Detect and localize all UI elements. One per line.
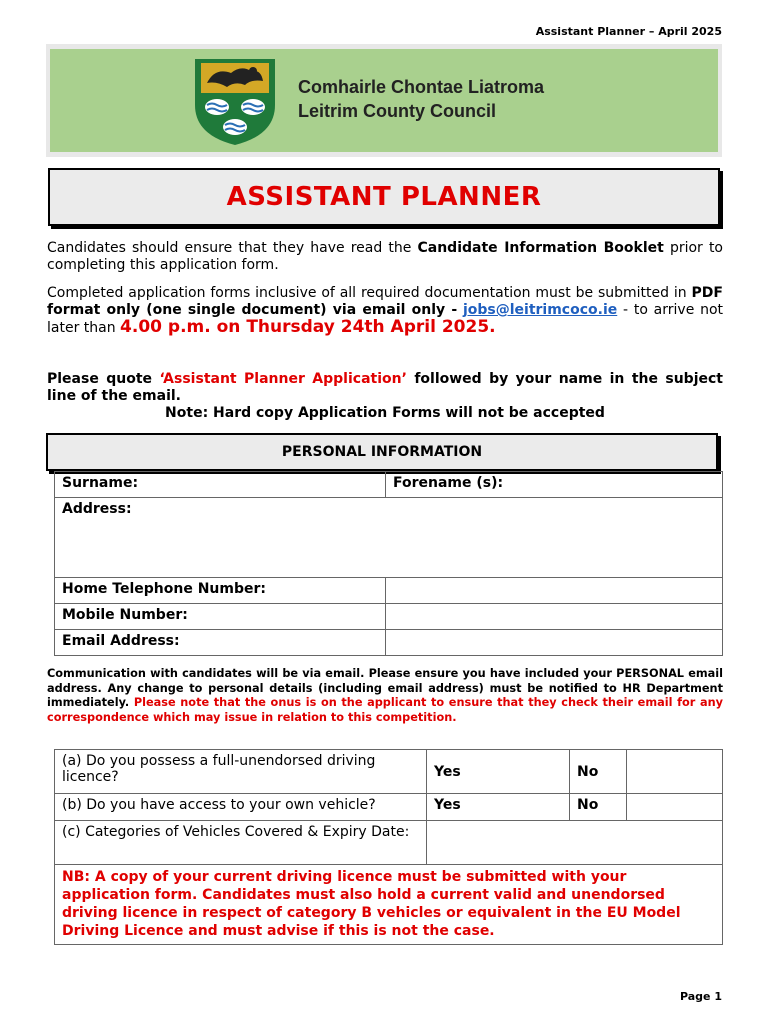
surname-label: Surname: xyxy=(55,472,386,498)
vehicle-categories-field[interactable] xyxy=(427,821,723,865)
deadline: 4.00 p.m. on Thursday 24th April 2025. xyxy=(120,317,496,337)
submission-text: - to arrive not later than xyxy=(47,302,724,336)
email-address-field[interactable] xyxy=(386,630,723,656)
intro-paragraph-2 xyxy=(47,285,723,337)
driving-licence-table xyxy=(54,749,723,945)
email-link[interactable]: jobs@leitrimcoco.ie xyxy=(462,302,618,318)
application-subject: ‘Assistant Planner Application’ xyxy=(159,371,407,387)
home-telephone-field[interactable] xyxy=(386,578,723,604)
banner-green-panel xyxy=(50,49,718,152)
leitrim-crest-icon xyxy=(191,55,279,147)
driving-question-b: (b) Do you have access to your own vehicle? xyxy=(55,794,427,821)
forename-label: Forename (s): xyxy=(386,472,723,498)
address-label: Address: xyxy=(55,498,723,578)
quote-text: followed by your name in the subject line of the email. xyxy=(47,371,723,404)
council-name-english: Leitrim County Council xyxy=(298,101,496,121)
submission-text: Completed application forms inclusive of all required documentation must be submitted in xyxy=(47,285,692,301)
no-label: No xyxy=(570,750,627,794)
intro-text: Candidates should ensure that they have read the xyxy=(47,240,418,256)
council-name-irish: Comhairle Chontae Liatroma xyxy=(298,77,545,97)
email-address-label: Email Address: xyxy=(55,630,386,656)
home-telephone-label: Home Telephone Number: xyxy=(55,578,386,604)
council-banner xyxy=(46,44,722,157)
communication-text: Communication with candidates will be via email. Please ensure you have included your PERSONAL email address. Any change to personal details (including email address) must be notified to HR Department immediately. xyxy=(47,667,723,709)
mobile-number-field[interactable] xyxy=(386,604,723,630)
communication-notice xyxy=(47,667,723,725)
personal-info-table xyxy=(54,471,723,656)
driving-question-c: (c) Categories of Vehicles Covered & Expiry Date: xyxy=(55,821,427,865)
format-requirement: PDF format only (one single document) via email only - xyxy=(47,285,723,318)
driving-answer-field-b[interactable] xyxy=(627,794,723,821)
yes-label: Yes xyxy=(427,794,570,821)
intro-paragraph-1 xyxy=(47,240,723,274)
page-title: ASSISTANT PLANNER xyxy=(226,182,542,212)
yes-label: Yes xyxy=(427,750,570,794)
running-header: Assistant Planner – April 2025 xyxy=(535,25,722,38)
quote-text: Please quote xyxy=(47,371,160,387)
booklet-name: Candidate Information Booklet xyxy=(417,240,664,256)
intro-text: prior to completing this application form. xyxy=(47,240,723,273)
title-box xyxy=(48,168,720,226)
page-number: Page 1 xyxy=(679,990,722,1003)
mobile-number-label: Mobile Number: xyxy=(55,604,386,630)
communication-warning: Please note that the onus is on the applicant to ensure that they check their email for any correspondence which may issue in relation to this competition. xyxy=(47,696,723,724)
driving-question-a: (a) Do you possess a full-unendorsed driving licence? xyxy=(55,750,427,794)
driving-answer-field-a[interactable] xyxy=(627,750,723,794)
licence-nb-notice: NB: A copy of your current driving licence must be submitted with your application form. Candidates must also hold a current valid and unendorsed driving licence in respect of category B vehicles or equivalent in the EU Model Driving Licence and must advise if this is not the case. xyxy=(55,865,723,945)
personal-info-heading: PERSONAL INFORMATION xyxy=(46,433,718,471)
intro-paragraph-3 xyxy=(47,371,723,405)
no-label: No xyxy=(570,794,627,821)
hard-copy-note: Note: Hard copy Application Forms will not be accepted xyxy=(165,405,605,421)
